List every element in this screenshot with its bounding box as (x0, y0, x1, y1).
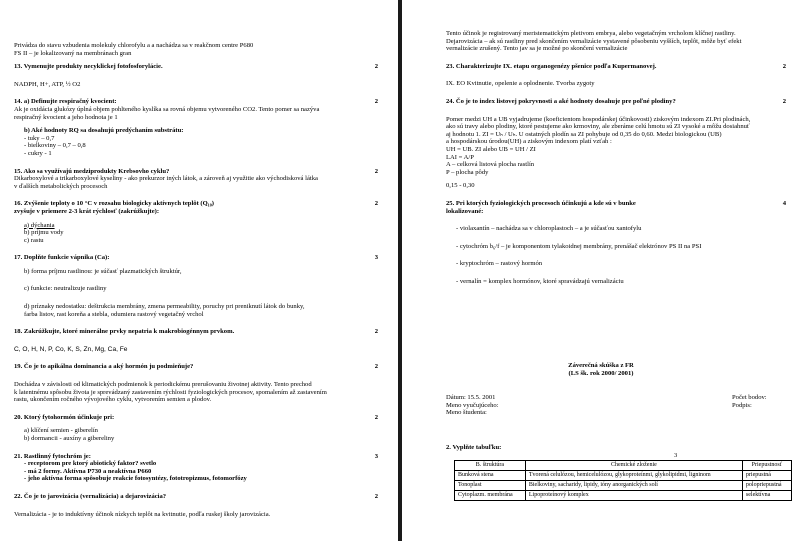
line-text: Privádza do stavu vzbudenia molekuly chlorofylu a a nachádza sa v reakčnom centre P680 (14, 42, 254, 49)
points-label: Počet bodov: (732, 394, 767, 401)
text-line (14, 81, 378, 89)
line-text: 21. Rastlinný fytochróm je: (14, 452, 91, 460)
line-text: c) rastu (24, 236, 44, 244)
question-points: 2 (374, 167, 378, 175)
text-line (446, 161, 786, 169)
line-text: Pomer medzi UH a UB vyjadrujeme (koeficientom hospodárskej účinkovosti) ziskovým indexom ZI.Pri plodinách, (446, 115, 751, 123)
student-label: Meno študenta: (446, 409, 487, 417)
line-text: rastu, ukončením ročného vývojového cyklu, vytvorením semien a plodov. (14, 396, 212, 404)
table-row (455, 491, 792, 501)
text-line (14, 222, 378, 230)
text-line (446, 98, 786, 106)
examiner-label: Meno vyučujúceho: (446, 401, 499, 409)
line-text: - bielkoviny – 0,7 – 0,8 (24, 142, 86, 150)
line-text: 22. Čo je to jarovizácia (vernalizácia) a dejarovizácia? (14, 492, 167, 500)
line-text: Ak je oxidácia glukózy úplná objem pohlteného kyslíka sa rovná objemu vytvoreného CO2. Tento pomer sa nazýva (14, 105, 320, 113)
line-text: - receptorom pre ktorý abiotický faktor? svetlo (24, 460, 157, 468)
line-text: v ďalších metabolických procesoch (14, 182, 108, 190)
line-text: - cukry - 1 (24, 149, 52, 157)
task2-label: 2. Vyplňte tabuľku: (446, 444, 502, 451)
text-line (14, 435, 378, 443)
question-points: 2 (374, 200, 378, 208)
table-cell: polopriepustná (742, 481, 791, 491)
text-line (14, 414, 378, 422)
line-text: C, O, H, N, P, Co, K, S, Zn, Mg, Ca, Fe (14, 345, 128, 353)
line-text: - cytochróm b₆/f – je komponentom tylakoidnej membrány, prenášač elektrónov PS II na PSI (456, 242, 702, 250)
text-line (14, 142, 378, 150)
line-text: P – plocha pôdy (446, 168, 489, 176)
line-text: aj hodnotu 1. ZI = Uₕ / Uₕ. U ostatných plodín sa ZI pohybuje od 0,35 do 0,60. Medzi biologickou (UB) (446, 130, 722, 138)
text-line (14, 268, 378, 276)
line-text: a hospodárskou úrodou(UH) a ziskovým indexom platí vzťah : (446, 138, 612, 146)
question-points: 2 (374, 363, 378, 371)
final-exam-subtitle: (LS šk. rok 2000/ 2001) (568, 369, 634, 377)
text-line (14, 135, 378, 143)
table-cell: Bielkoviny, sacharidy, lipidy, ióny anorganických solí (525, 481, 742, 491)
table-header-cell: B. štruktúra (455, 461, 526, 471)
text-line (446, 225, 786, 233)
text-line (14, 493, 378, 501)
line-text: - tuky – 0,7 (24, 134, 55, 142)
text-line (446, 154, 786, 162)
text-line (14, 389, 378, 397)
text-line (446, 243, 786, 251)
final-exam-title: Záverečná skúška z FR (568, 362, 634, 369)
text-line (446, 278, 786, 286)
text-line (446, 131, 786, 139)
line-text: 19. Čo je to apikálna dominancia a aký hormón ju podmieňuje? (14, 363, 194, 371)
right-page (402, 0, 800, 541)
question-points: 2 (374, 63, 378, 71)
line-text: lokalizované: (446, 207, 484, 215)
text-line (446, 260, 786, 268)
line-text: Tento účinok je registrovaný meristematickým pletivom embrya, alebo vegetačným vrcholom klíčnej rastliny. (446, 30, 736, 37)
line-text: vernalizácie zrušený. Tento jav sa je možné po skončení vernalizácie (446, 45, 628, 53)
text-line (14, 229, 378, 237)
line-text: k latentnému spôsobu života je sprevádzaný zastavením rýchlosti fyziologických procesov, spomalením až zastavením (14, 388, 327, 396)
line-text: LAI = A/P (446, 153, 474, 161)
text-line (14, 98, 378, 106)
exam-meta (446, 394, 499, 417)
text-line (446, 63, 786, 71)
line-text: 20. Ktorý fytohormón účinkuje pri: (14, 413, 115, 421)
line-text: 0,15 - 0,30 (446, 182, 475, 190)
line-text: d) príznaky nedostatku: deštrukcia membrány, zmena permeability, poruchy pri preniknutí látok do bunky, (24, 303, 305, 311)
text-line (14, 328, 378, 336)
text-line (14, 427, 378, 435)
question-points: 2 (782, 62, 786, 70)
text-line (14, 346, 378, 354)
line-text: 24. Čo je to index listovej pokryvnosti a aké hodnoty dosahuje pre poľné plodiny? (446, 97, 676, 105)
line-text: 23. Charakterizujte IX. etapu organogenézy pšenice podľa Kupermanovej. (446, 62, 657, 70)
right-text-block (446, 30, 786, 285)
text-line (14, 303, 378, 311)
text-line (14, 285, 378, 293)
line-text: Dejarovizácia – ak sú rastliny pred skončením vernalizácie vystavené pôsobeniu vyšších, teplôt, môže byť efekt (446, 37, 742, 45)
line-text: A – celková listová plocha rastlín (446, 161, 535, 169)
line-text: ako sú travy alebo plodiny, ktoré pestujeme ako krmoviny, ale zberáme celú hmotu sú ZI vysoké a môžu dosiahnuť (446, 123, 750, 131)
line-text: Vernalizácia - je to induktívny účinok nízkych teplôt na kvitnutie, podľa ruskej školy jarovizácia. (14, 510, 271, 518)
line-text: 17. Doplňte funkcie vápnika (Ca): (14, 254, 110, 262)
table-header-cell: Priepustnosť (742, 461, 791, 471)
exam-score (732, 394, 767, 409)
line-text: 16. Zvýšenie teploty o 10 °C v rozsahu biologicky aktívnych teplôt (Q₁₀) (14, 200, 214, 208)
line-text: c) funkcie: neutralizuje rastliny (24, 285, 107, 293)
text-line (14, 208, 378, 216)
table-body (455, 471, 792, 501)
line-text: - jeho aktívna forma spôsobuje reakcie fotosyntézy, fototropizmus, fotomorfózy (24, 475, 247, 483)
line-text: b) Aké hodnoty RQ sa dosahujú predýchaním substrátu: (24, 127, 184, 135)
text-line (14, 311, 378, 319)
signature-label: Podpis: (732, 401, 752, 409)
text-line (14, 42, 378, 50)
text-line (14, 363, 378, 371)
text-line (14, 50, 378, 58)
line-text: farba listov, rast koreňa a stebla, odumiera rastový vegetačný vrchol (24, 310, 204, 318)
line-text: b) forma príjmu rastlinou: je súčasť plazmatických štruktúr, (24, 267, 182, 275)
line-text: b) príjmu vody (24, 229, 64, 237)
question-points: 3 (374, 452, 378, 460)
line-text: respiračný kvocient a jeho hodnota je 1 (14, 113, 118, 121)
line-text: FS II – je lokalizovaný na membránach gran (14, 49, 132, 57)
text-line (14, 114, 378, 122)
text-line (446, 169, 786, 177)
task2-points: 3 (674, 452, 678, 459)
text-line (14, 237, 378, 245)
text-line (446, 30, 786, 38)
table-cell: selektívna (742, 491, 791, 501)
text-line (14, 254, 378, 262)
text-line (14, 511, 378, 519)
date-label: Dátum: 15.5. 2001 (446, 394, 496, 401)
line-text: a) klíčení semien - giberelín (24, 427, 98, 435)
line-text: a) dýchania (24, 221, 55, 229)
line-text: UH = UB. ZI alebo UB = UH / ZI (446, 145, 536, 153)
text-line (14, 175, 378, 183)
line-text: Dikarboxylové a trikarboxylové kyseliny - ako prekurzor iných látok, a zároveň aj využitie ako východisková látka (14, 175, 318, 183)
structure-table-wrap (446, 460, 792, 501)
text-line (446, 200, 786, 208)
line-text: 15. Ako sa využívajú medziprodukty Krebsovho cyklu? (14, 167, 170, 175)
line-text: NADPH, H+, ATP, ½ O2 (14, 80, 81, 88)
text-line (446, 38, 786, 46)
table-cell: priepustná (742, 471, 791, 481)
structure-table (454, 460, 792, 501)
text-line (446, 182, 786, 190)
question-points: 2 (374, 492, 378, 500)
line-text: zvyšuje v priemere 2-3 krát rýchlosť (zakrúžkujte): (14, 207, 160, 215)
text-line (446, 208, 786, 216)
text-line (14, 453, 378, 461)
text-line (14, 106, 378, 114)
line-text: - vernalín = komplex hormónov, ktoré spravádzajú vernalizáciu (456, 277, 624, 285)
text-line (14, 200, 378, 208)
question-points: 2 (782, 97, 786, 105)
question-points: 2 (374, 98, 378, 106)
table-cell: Tonoplast (455, 481, 526, 491)
question-points: 2 (374, 413, 378, 421)
table-cell: Lipoproteínový komplex (525, 491, 742, 501)
table-cell: Bunková stena (455, 471, 526, 481)
line-text: 25. Pri ktorých fyziologických procesoch účinkujú a kde sú v bunke (446, 199, 636, 207)
line-text: b) dormancii - auxíny a gibereliny (24, 435, 115, 442)
text-line (446, 45, 786, 53)
text-line (14, 63, 378, 71)
text-line (446, 116, 786, 124)
text-line (14, 468, 378, 476)
question-points: 3 (374, 254, 378, 262)
text-line (14, 127, 378, 135)
line-text: Dochádza v závislosti od klimatických podmienok k periodickému prerušovaniu životnej aktivity. Tento prechod (14, 381, 312, 389)
table-header-cell: Chemické zloženie (525, 461, 742, 471)
text-line (446, 146, 786, 154)
line-text: 13. Vymenujte produkty necyklickej fotofosforylácie. (14, 63, 163, 71)
left-page (0, 0, 398, 541)
text-line (14, 396, 378, 404)
text-line (14, 460, 378, 468)
question-points: 4 (782, 199, 786, 207)
table-header-row (455, 461, 792, 471)
text-line (446, 123, 786, 131)
line-text: 18. Zakrúžkujte, ktoré minerálne prvky nepatria k makrobiogénnym prvkom. (14, 328, 235, 336)
text-line (14, 475, 378, 483)
line-text: - má 2 formy. Aktívna P730 a neaktívna P660 (24, 467, 152, 475)
table-row (455, 471, 792, 481)
table-row (455, 481, 792, 491)
final-exam-header (402, 362, 800, 377)
line-text: - violaxantín – nachádza sa v chloroplastoch – a je súčasťou xantofylu (456, 225, 642, 233)
text-line (14, 381, 378, 389)
text-line (14, 150, 378, 158)
line-text: IX. EO Kvitnutie, opelenie a oplodnenie. Tvorba zygoty (446, 80, 595, 88)
table-cell: Tvorená celulózou, hemicelulózou, glykoproteínmi, glykolipidmi, ligninom (525, 471, 742, 481)
line-text: - kryptochróm – rastový hormón (456, 260, 543, 268)
text-line (446, 80, 786, 88)
question-points: 2 (374, 328, 378, 336)
text-line (14, 168, 378, 176)
table-cell: Cytoplazm. membrána (455, 491, 526, 501)
line-text: 14. a) Definujte respiračný kvocient: (14, 98, 117, 106)
text-line (14, 183, 378, 191)
text-line (446, 138, 786, 146)
